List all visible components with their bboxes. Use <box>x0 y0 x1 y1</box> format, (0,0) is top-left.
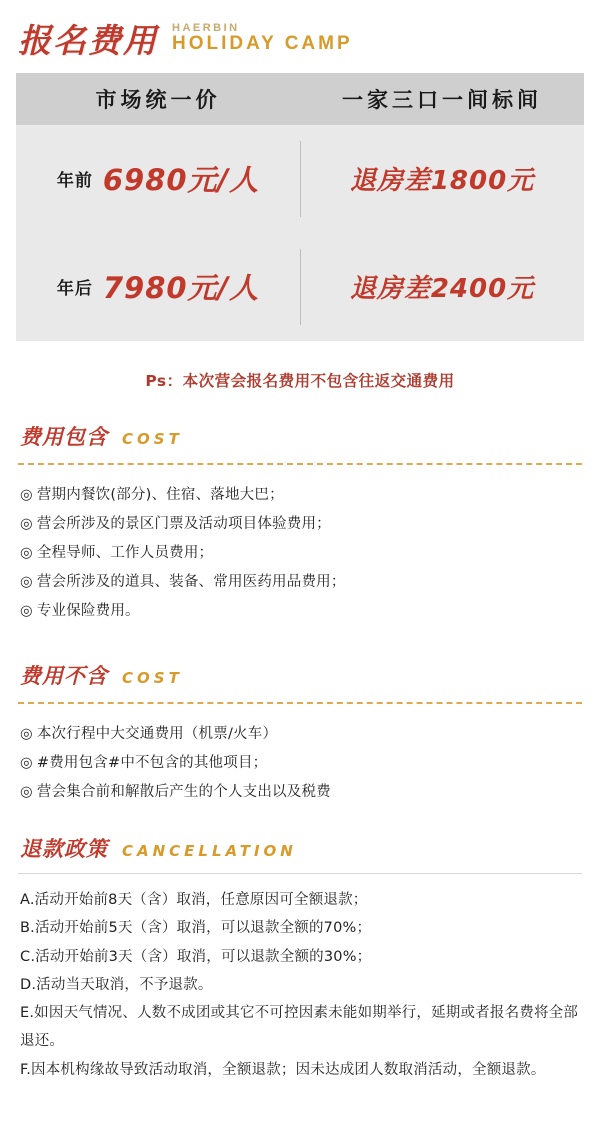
list-item: E.如因天气情况、人数不成团或其它不可控因素未能如期举行，延期或者报名费将全部退还。 <box>20 1005 579 1050</box>
list-item-label: 营期内餐饮(部分)、住宿、落地大巴； <box>36 486 284 503</box>
section-title-en: COST <box>122 668 183 687</box>
page-subtitle-small: HAERBIN <box>172 22 240 34</box>
list-item-label: 专业保险费用。 <box>36 602 140 619</box>
list-item: A.活动开始前8天（含）取消，任意原因可全额退款； <box>20 891 368 908</box>
page-title: 报名费用 <box>18 20 158 60</box>
section-cancellation-policy <box>0 833 600 1084</box>
list-item-label: 营会所涉及的道具、装备、常用医药用品费用； <box>36 573 346 590</box>
refund-cell-before <box>300 160 584 197</box>
price-period-tag: 年前 <box>56 171 93 192</box>
price-cell-before <box>16 158 300 199</box>
price-column-header-market: 市场统一价 <box>95 87 221 112</box>
list-item <box>20 481 584 510</box>
refund-value: 退房差1800元 <box>349 166 535 197</box>
list-item <box>20 720 584 749</box>
price-value: 7980元/人 <box>102 271 260 306</box>
section-cost-excluded <box>0 660 600 807</box>
column-divider <box>300 249 301 325</box>
price-cell-after <box>16 266 300 307</box>
list-item <box>20 539 584 568</box>
cost-excluded-list <box>16 720 584 807</box>
list-item-label: 营会所涉及的景区门票及活动项目体验费用； <box>36 515 331 532</box>
spacer <box>0 626 600 660</box>
list-item: F.因本机构缘故导致活动取消，全额退款；因未达成团人数取消活动，全额退款。 <box>20 1061 546 1078</box>
price-table-header <box>16 73 584 125</box>
price-period-tag: 年后 <box>56 279 93 300</box>
section-title-en: COST <box>122 429 183 448</box>
section-header <box>16 833 584 863</box>
refund-value: 退房差2400元 <box>349 274 535 305</box>
bullet-icon: ◎ <box>20 573 33 590</box>
divider-solid <box>18 873 582 874</box>
page-subtitle-large: HOLIDAY CAMP <box>172 33 353 55</box>
cancellation-policy-list <box>16 886 584 1084</box>
ps-note: Ps：本次营会报名费用不包含往返交通费用 <box>145 371 455 390</box>
divider-dashed <box>18 463 582 465</box>
bullet-icon: ◎ <box>20 486 33 503</box>
spacer <box>0 1084 600 1098</box>
list-item-label: 本次行程中大交通费用（机票/火车） <box>36 725 278 742</box>
bullet-icon: ◎ <box>20 515 33 532</box>
section-header <box>16 421 584 451</box>
section-title-en: CANCELLATION <box>122 841 297 860</box>
section-header <box>16 660 584 690</box>
page-header <box>0 0 600 67</box>
section-title-cn: 费用不含 <box>20 663 108 688</box>
list-item <box>20 778 584 807</box>
divider-dashed <box>18 702 582 704</box>
list-item <box>20 597 584 626</box>
list-item <box>20 510 584 539</box>
list-item <box>20 568 584 597</box>
column-divider <box>300 141 301 217</box>
price-value: 6980元/人 <box>102 163 260 198</box>
list-item-label: 全程导师、工作人员费用； <box>36 544 214 561</box>
cost-included-list <box>16 481 584 626</box>
bullet-icon: ◎ <box>20 754 33 771</box>
bullet-icon: ◎ <box>20 783 33 800</box>
refund-cell-after <box>300 268 584 305</box>
price-column-header-room: 一家三口一间标间 <box>342 87 542 112</box>
section-title-cn: 费用包含 <box>20 424 108 449</box>
list-item: C.活动开始前3天（含）取消，可以退款全额的30%； <box>20 948 372 965</box>
section-cost-included <box>0 421 600 626</box>
list-item: B.活动开始前5天（含）取消，可以退款全额的70%； <box>20 920 372 937</box>
price-table <box>16 73 584 341</box>
list-item-label: 营会集合前和解散后产生的个人支出以及税费 <box>36 783 331 800</box>
table-row <box>16 233 584 341</box>
list-item: D.活动当天取消，不予退款。 <box>20 976 213 993</box>
list-item-label: #费用包含#中不包含的其他项目； <box>36 754 268 771</box>
spacer <box>0 807 600 833</box>
table-row <box>16 125 584 233</box>
bullet-icon: ◎ <box>20 544 33 561</box>
bullet-icon: ◎ <box>20 602 33 619</box>
page-subtitle <box>172 22 353 57</box>
list-item <box>20 749 584 778</box>
bullet-icon: ◎ <box>20 725 33 742</box>
section-title-cn: 退款政策 <box>20 836 108 861</box>
